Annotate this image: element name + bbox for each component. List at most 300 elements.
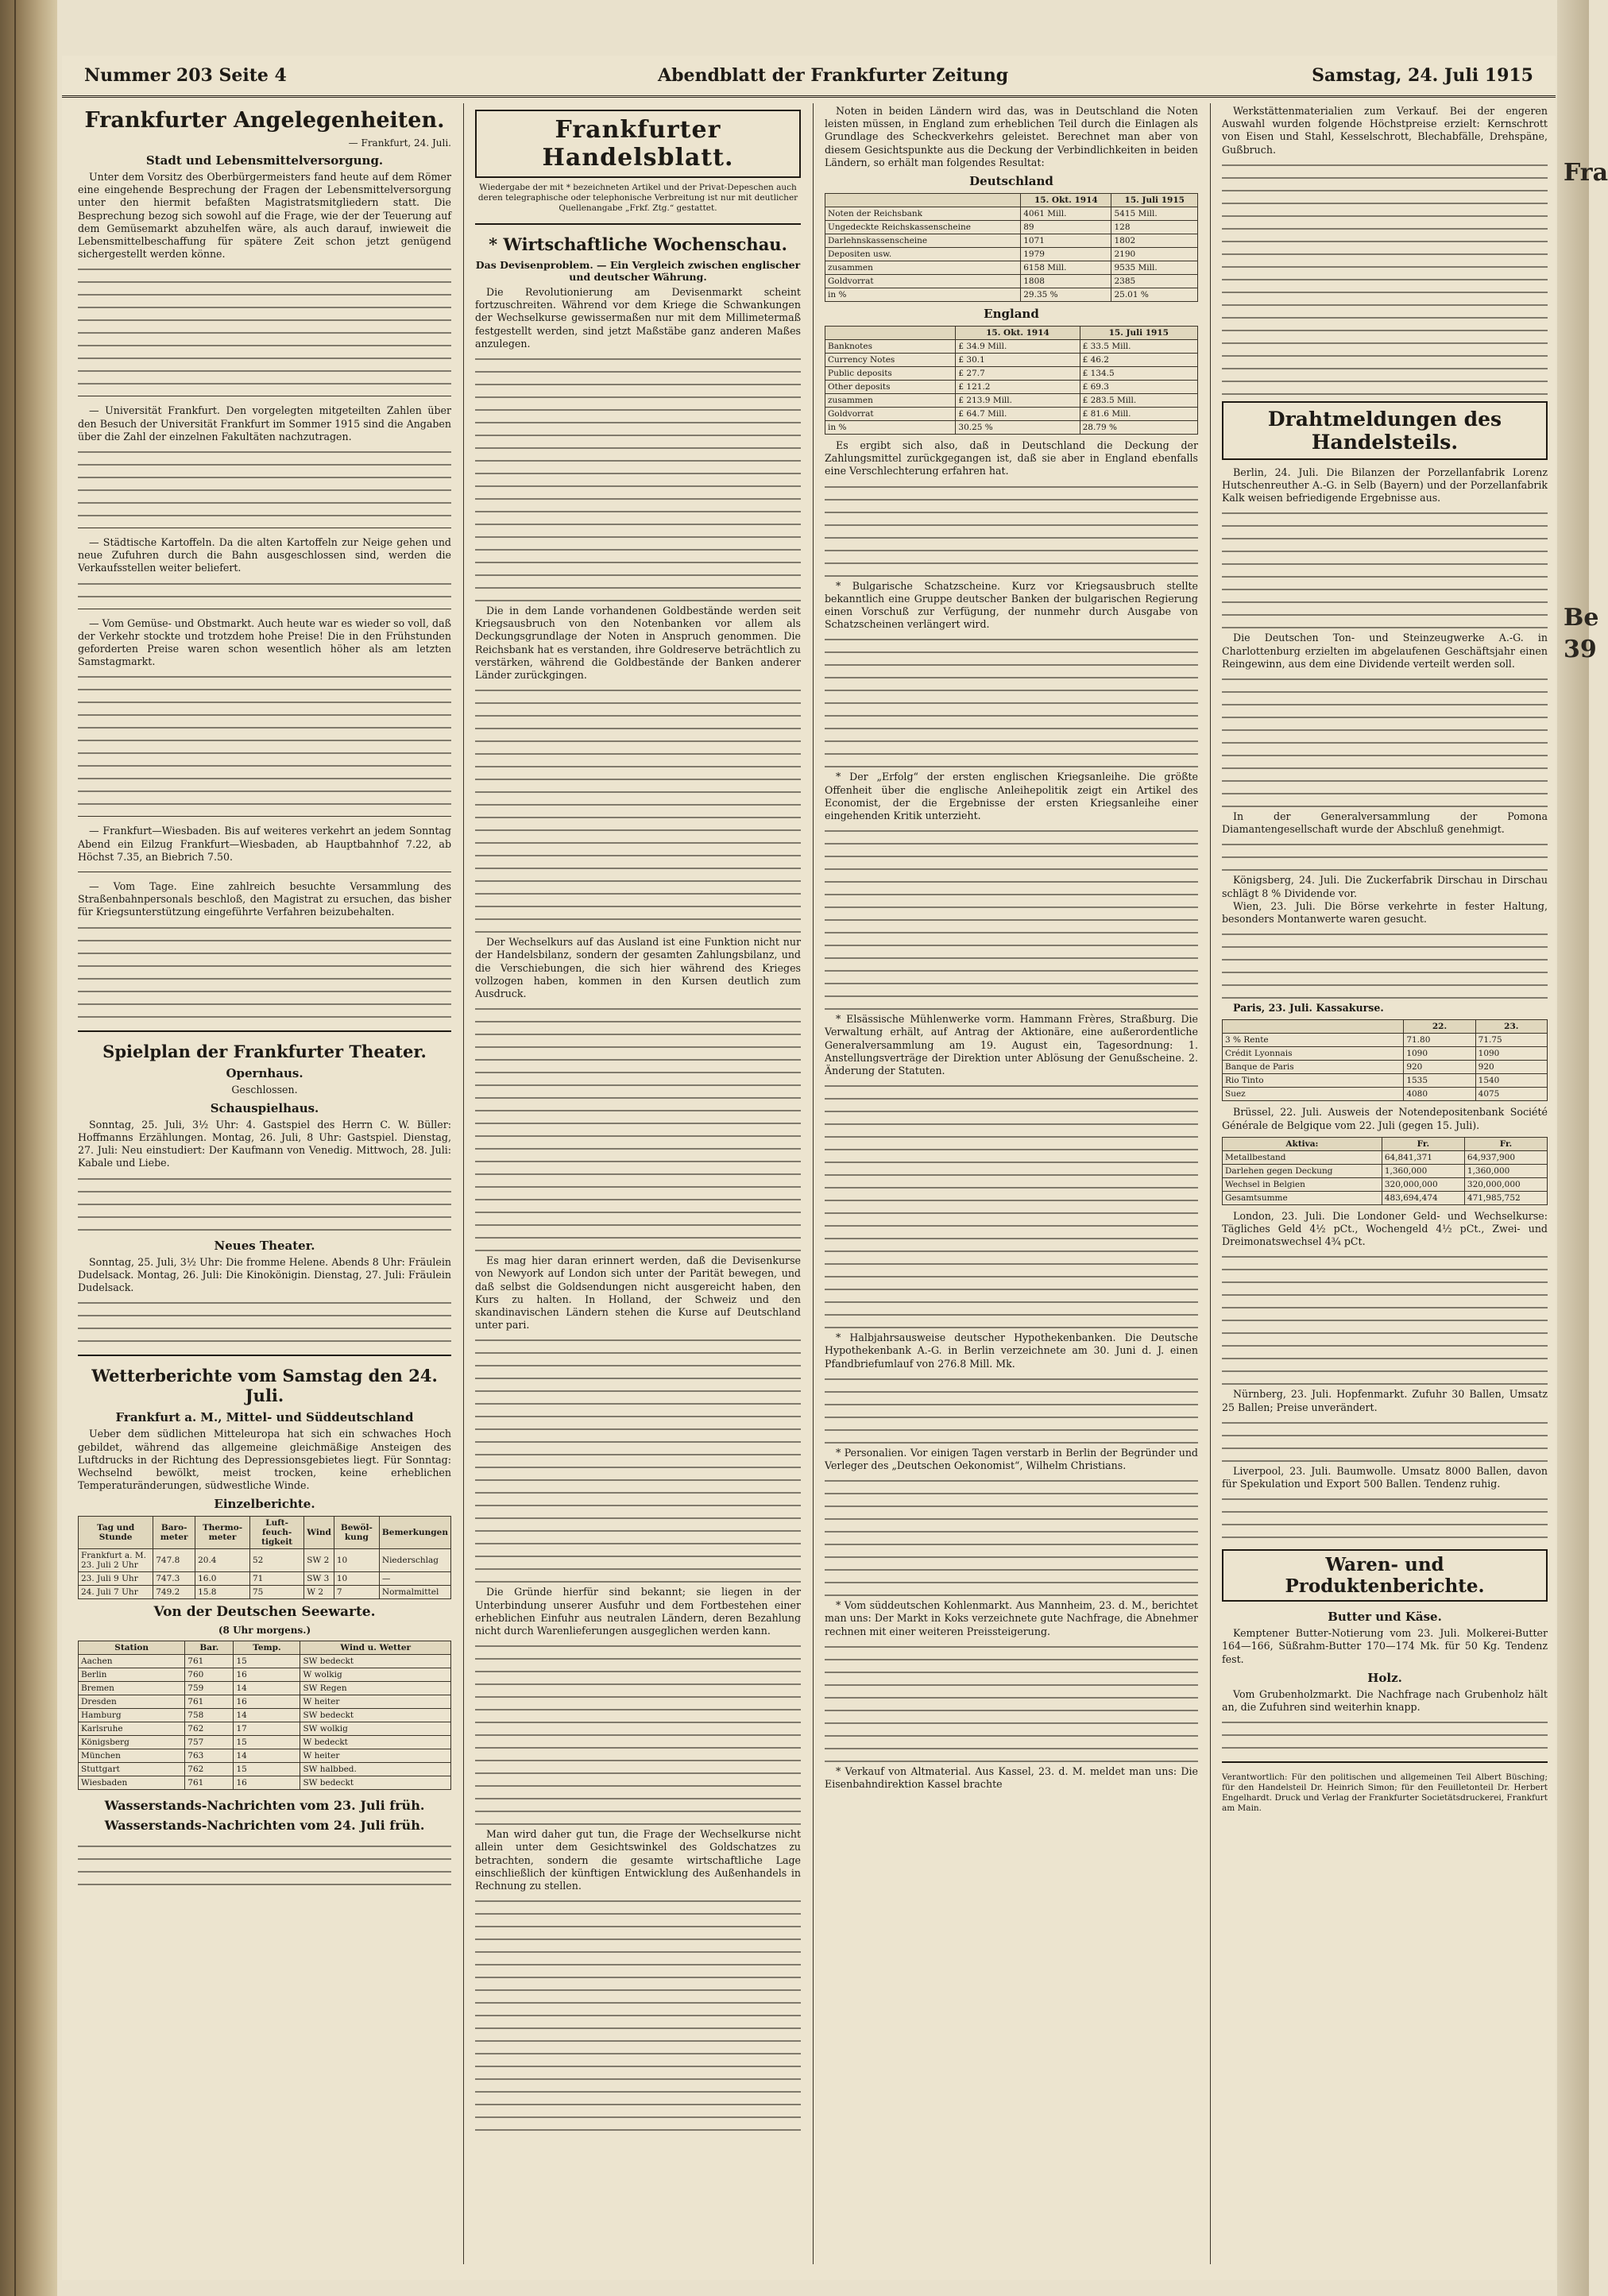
table-row bbox=[79, 1549, 451, 1572]
table-row bbox=[1223, 1177, 1548, 1191]
table-header: Wind bbox=[304, 1517, 334, 1549]
table-header: Station bbox=[79, 1641, 185, 1655]
table-cell: £ 46.2 bbox=[1080, 354, 1197, 367]
column-rule bbox=[1210, 103, 1211, 2264]
book-binding bbox=[0, 0, 57, 2296]
table-cell: Metallbestand bbox=[1223, 1150, 1382, 1164]
table-row bbox=[825, 340, 1198, 354]
table-cell: SW halbbed. bbox=[300, 1763, 451, 1776]
news-item: London, 23. Juli. Die Londoner Geld- und Wechselkurse: Tägliches Geld 4½ pCt., Wochengeld 4½ pCt., Zwei- und Dreimonatswechsel 4¾ pCt. bbox=[1222, 1209, 1548, 1248]
column-local-news bbox=[78, 105, 451, 2266]
table-header bbox=[825, 194, 1021, 207]
table-cell: 16 bbox=[234, 1695, 300, 1709]
text-block bbox=[1222, 504, 1548, 632]
text-block bbox=[475, 682, 801, 936]
table-row bbox=[825, 248, 1198, 261]
table-cell: zusammen bbox=[825, 261, 1021, 275]
news-item: Die Deutschen Ton- und Steinzeugwerke A.-G. in Charlottenburg erzielten im abgelaufenen Geschäftsjahr einen Reingewinn, aus dem eine Dividende verteilt werden soll. bbox=[1222, 632, 1548, 670]
table-cell: SW Regen bbox=[300, 1682, 451, 1695]
table-cell: 920 bbox=[1475, 1061, 1547, 1074]
table-row bbox=[79, 1682, 451, 1695]
article-paragraph: Unter dem Vorsitz des Oberbürgermeisters fand heute auf dem Römer eine eingehende Besprechung der Fragen der Lebensmittelversorgung unter den hiermit befaßten Magistratsmitgliedern statt. Die Besprechung bezog sich sowohl auf die Frage, wie der der Teuerung auf dem Gemüsemarkt abzuhelfen wäre, als auch darauf, inwieweit die Lebensmittelbeschaffung für spätere Zeit schon jetzt genügend sichergestellt werden könne. bbox=[78, 171, 451, 261]
table-row bbox=[79, 1586, 451, 1599]
draht-headline: Drahtmeldungen des Handelsteils. bbox=[1222, 401, 1548, 460]
table-cell: 14 bbox=[234, 1709, 300, 1722]
table-row bbox=[825, 207, 1198, 221]
table-cell: 6158 Mill. bbox=[1021, 261, 1111, 275]
table-cell: München bbox=[79, 1749, 185, 1763]
article-paragraph: — Vom Gemüse- und Obstmarkt. Auch heute war es wieder so voll, daß der Verkehr stockte und trotzdem hohe Preise! Die in den Frühstunden geforderten Preise waren schon wesentlich höher als am letzten Samstagmarkt. bbox=[78, 617, 451, 668]
table-row bbox=[79, 1572, 451, 1586]
seewarte-table bbox=[78, 1641, 451, 1790]
table-cell: 758 bbox=[185, 1709, 234, 1722]
table-row bbox=[79, 1722, 451, 1736]
table-cell: 761 bbox=[185, 1776, 234, 1790]
news-item: Königsberg, 24. Juli. Die Zuckerfabrik Dirschau in Dirschau schlägt 8 % Dividende vor. bbox=[1222, 874, 1548, 899]
table-row bbox=[1223, 1061, 1548, 1074]
table-header: Fr. bbox=[1382, 1137, 1464, 1150]
table-row bbox=[825, 354, 1198, 367]
issue-number: Nummer 203 Seite 4 bbox=[84, 65, 287, 86]
table-row bbox=[1223, 1074, 1548, 1088]
table-cell: 16 bbox=[234, 1668, 300, 1682]
table-row bbox=[79, 1709, 451, 1722]
table-title: England bbox=[984, 307, 1039, 322]
table-cell: £ 34.9 Mill. bbox=[956, 340, 1080, 354]
edge-letters: Be bbox=[1564, 604, 1599, 632]
table-cell: 64,841,371 bbox=[1382, 1150, 1464, 1164]
table-cell: 28.79 % bbox=[1080, 421, 1197, 435]
table-cell: 24. Juli 7 Uhr bbox=[79, 1586, 153, 1599]
table-cell: Stuttgart bbox=[79, 1763, 185, 1776]
table-cell: 1,360,000 bbox=[1464, 1164, 1547, 1177]
table-cell: in % bbox=[825, 288, 1021, 302]
table-cell: 15 bbox=[234, 1736, 300, 1749]
table-cell: 15 bbox=[234, 1763, 300, 1776]
article-paragraph: Die Gründe hierfür sind bekannt; sie liegen in der Unterbindung unserer Ausfuhr und dem Fortbestehen einer erheblichen Einfuhr aus neutralen Ländern, deren Bezahlung nicht durch Warenlieferungen ausgeglichen werden kann. bbox=[475, 1586, 801, 1637]
table-row bbox=[825, 367, 1198, 381]
theatre-headline: Spielplan der Frankfurter Theater. bbox=[102, 1041, 427, 1061]
table-header: Wind u. Wetter bbox=[300, 1641, 451, 1655]
germany-table bbox=[825, 193, 1198, 302]
theatre-house: Schauspielhaus. bbox=[210, 1100, 319, 1115]
table-cell: 757 bbox=[185, 1736, 234, 1749]
table-row bbox=[79, 1776, 451, 1790]
text-block bbox=[475, 1000, 801, 1254]
table-cell: 3 % Rente bbox=[1223, 1034, 1404, 1047]
text-block bbox=[78, 919, 451, 1021]
table-cell: 761 bbox=[185, 1655, 234, 1668]
column-rule bbox=[813, 103, 814, 2264]
table-header: Bewöl-kung bbox=[334, 1517, 379, 1549]
table-header: Temp. bbox=[234, 1641, 300, 1655]
table-header: Tag und Stunde bbox=[79, 1517, 153, 1549]
table-cell: W wolkig bbox=[300, 1668, 451, 1682]
article-subhead: Das Devisenproblem. — Ein Vergleich zwischen englischer und deutscher Währung. bbox=[475, 259, 801, 283]
table-cell: Wiesbaden bbox=[79, 1776, 185, 1790]
paper-title: Abendblatt der Frankfurter Zeitung bbox=[658, 65, 1009, 86]
news-item: Berlin, 24. Juli. Die Bilanzen der Porzellanfabrik Lorenz Hutschenreuther A.-G. in Selb (Bayern) und der Porzellanfabrik Kalk weisen befriedigende Ergebnisse aus. bbox=[1222, 466, 1548, 504]
article-paragraph: Werkstättenmaterialien zum Verkauf. Bei der engeren Auswahl wurden folgende Höchstpreise erzielt: Kernschrott von Eisen und Stahl, Kesselschrott, Blechabfälle, Drehspäne, Gußbruch. bbox=[1222, 105, 1548, 156]
article-subhead: Butter und Käse. bbox=[1328, 1610, 1442, 1625]
table-cell: 128 bbox=[1111, 221, 1198, 234]
table-row bbox=[79, 1655, 451, 1668]
table-cell: 15 bbox=[234, 1655, 300, 1668]
table-cell: 29.35 % bbox=[1021, 288, 1111, 302]
table-cell: £ 27.7 bbox=[956, 367, 1080, 381]
table-cell: 89 bbox=[1021, 221, 1111, 234]
table-header: Bar. bbox=[185, 1641, 234, 1655]
text-block bbox=[78, 1170, 451, 1234]
table-cell: Frankfurt a. M. 23. Juli 2 Uhr bbox=[79, 1549, 153, 1572]
table-cell: 20.4 bbox=[195, 1549, 250, 1572]
table-cell: 1071 bbox=[1021, 234, 1111, 248]
table-cell: W heiter bbox=[300, 1695, 451, 1709]
water-level-headline: Wasserstands-Nachrichten vom 23. Juli früh. bbox=[104, 1798, 425, 1814]
table-cell: 320,000,000 bbox=[1382, 1177, 1464, 1191]
text-block bbox=[1222, 157, 1548, 395]
table-cell: Darlehnskassenscheine bbox=[825, 234, 1021, 248]
table-header: Aktiva: bbox=[1223, 1137, 1382, 1150]
table-cell: Rio Tinto bbox=[1223, 1074, 1404, 1088]
table-cell: Depositen usw. bbox=[825, 248, 1021, 261]
table-row bbox=[825, 261, 1198, 275]
article-paragraph: Noten in beiden Ländern wird das, was in Deutschland die Noten leisten müssen, in England zum erheblichen Teil durch die Einlagen als Grundlage des Scheckverkehrs geleistet. Berechnet man aber von diesem Gesichtspunkte aus die Deckung der Verbindlichkeiten in beiden Ländern, so erhält man folgendes Resultat: bbox=[825, 105, 1198, 168]
table-cell: 75 bbox=[249, 1586, 303, 1599]
theatre-schedule: Sonntag, 25. Juli, 3½ Uhr: 4. Gastspiel des Herrn C. W. Büller: Hoffmanns Erzählungen. Montag, 26. Juli, 8 Uhr: Gastspiel. Dienstag, 27. Juli: Neu einstudiert: Der Kaufmann von Venedig. Mittwoch, 28. Juli: Kabale und Liebe. bbox=[78, 1118, 451, 1169]
table-cell: 9535 Mill. bbox=[1111, 261, 1198, 275]
text-block bbox=[825, 478, 1198, 580]
paris-table bbox=[1222, 1019, 1548, 1101]
table-cell: SW wolkig bbox=[300, 1722, 451, 1736]
newspaper-page bbox=[62, 56, 1556, 2280]
article-paragraph: * Personalien. Vor einigen Tagen verstarb in Berlin der Begründer und Verleger des „Deutschen Oekonomist“, Wilhelm Christians. bbox=[825, 1446, 1198, 1472]
table-cell: 762 bbox=[185, 1763, 234, 1776]
table-cell: Berlin bbox=[79, 1668, 185, 1682]
table-cell: SW bedeckt bbox=[300, 1776, 451, 1790]
table-header: Thermo-meter bbox=[195, 1517, 250, 1549]
text-block bbox=[825, 1638, 1198, 1765]
table-cell: Other deposits bbox=[825, 381, 956, 394]
table-cell: Ungedeckte Reichskassenscheine bbox=[825, 221, 1021, 234]
table-cell: Noten der Reichsbank bbox=[825, 207, 1021, 221]
table-cell: £ 121.2 bbox=[956, 381, 1080, 394]
table-cell: W heiter bbox=[300, 1749, 451, 1763]
table-cell: 7 bbox=[334, 1586, 379, 1599]
table-cell: 17 bbox=[234, 1722, 300, 1736]
text-block bbox=[825, 631, 1198, 771]
waren-headline: Waren- und Produktenberichte. bbox=[1222, 1549, 1548, 1602]
news-item: Kemptener Butter-Notierung vom 23. Juli. Molkerei-Butter 164—166, Süßrahm-Butter 170—174 Mk. für 50 Kg. Tendenz fest. bbox=[1222, 1627, 1548, 1665]
article-paragraph: * Halbjahrsausweise deutscher Hypothekenbanken. Die Deutsche Hypothekenbank A.-G. in Berlin verzeichnete am 30. Juni d. J. einen Pfandbriefumlauf von 276.8 Mill. Mk. bbox=[825, 1332, 1198, 1370]
table-cell: 1979 bbox=[1021, 248, 1111, 261]
table-header: 15. Okt. 1914 bbox=[1021, 194, 1111, 207]
table-cell: Niederschlag bbox=[379, 1549, 450, 1572]
table-cell: Königsberg bbox=[79, 1736, 185, 1749]
table-cell: Goldvorrat bbox=[825, 275, 1021, 288]
table-cell: W 2 bbox=[304, 1586, 334, 1599]
table-row bbox=[1223, 1088, 1548, 1101]
table-row bbox=[79, 1763, 451, 1776]
table-cell: 10 bbox=[334, 1549, 379, 1572]
table-cell: SW 3 bbox=[304, 1572, 334, 1586]
table-cell: 14 bbox=[234, 1682, 300, 1695]
table-cell: Karlsruhe bbox=[79, 1722, 185, 1736]
table-cell: Darlehen gegen Deckung bbox=[1223, 1164, 1382, 1177]
table-cell: 23. Juli 9 Uhr bbox=[79, 1572, 153, 1586]
table-row bbox=[825, 288, 1198, 302]
table-cell: 2190 bbox=[1111, 248, 1198, 261]
seewarte-subhead: (8 Uhr morgens.) bbox=[218, 1625, 311, 1637]
column-handelsblatt bbox=[475, 105, 801, 2266]
table-row bbox=[825, 421, 1198, 435]
news-item: Vom Grubenholzmarkt. Die Nachfrage nach Grubenholz hält an, die Zufuhren sind weiterhin knapp. bbox=[1222, 1687, 1548, 1714]
table-row bbox=[825, 408, 1198, 421]
table-cell: 1090 bbox=[1475, 1047, 1547, 1061]
table-cell: zusammen bbox=[825, 394, 956, 408]
table-cell: 16.0 bbox=[195, 1572, 250, 1586]
text-block bbox=[78, 261, 451, 388]
table-cell: 15.8 bbox=[195, 1586, 250, 1599]
table-cell: 52 bbox=[249, 1549, 303, 1572]
text-block bbox=[78, 668, 451, 808]
article-paragraph: * Elsässische Mühlenwerke vorm. Hammann Frères, Straßburg. Die Verwaltung erhält, auf Antrag der Aktionäre, eine außerordentliche Generalversammlung am 19. August ein, Tagesordnung: 1. Anstellungsverträge der Direktion unter Ablösung der Genußscheine. 2. Änderung der Statuten. bbox=[825, 1013, 1198, 1077]
table-cell: 1,360,000 bbox=[1382, 1164, 1464, 1177]
text-block bbox=[1222, 1414, 1548, 1465]
news-item: Wien, 23. Juli. Die Börse verkehrte in fester Haltung, besonders Montanwerte waren gesucht. bbox=[1222, 899, 1548, 926]
article-paragraph: Die in dem Lande vorhandenen Goldbestände werden seit Kriegsausbruch von den Notenbanken vor allem als Deckungsgrundlage der Noten in Anspruch genommen. Die Reichsbank hat es verstanden, ihre Goldreserve beträchtlich zu verstärken, während die Goldbestände der Banken anderer Länder zurückgingen. bbox=[475, 605, 801, 682]
table-cell: £ 33.5 Mill. bbox=[1080, 340, 1197, 354]
text-block bbox=[78, 1294, 451, 1345]
table-cell: £ 69.3 bbox=[1080, 381, 1197, 394]
table-cell: SW bedeckt bbox=[300, 1655, 451, 1668]
table-cell: W bedeckt bbox=[300, 1736, 451, 1749]
table-row bbox=[825, 221, 1198, 234]
article-paragraph: Die Revolutionierung am Devisenmarkt scheint fortzuschreiten. Während vor dem Kriege die Schwankungen der Wechselkurse gewissermaßen nur mit dem Millimetermaß festgestellt werden, sind jetzt Maßstäbe ganz anderen Maßes anzulegen. bbox=[475, 286, 801, 350]
weather-forecast: Ueber dem südlichen Mitteleuropa hat sich ein schwaches Hoch gebildet, während das allgemeine gleichmäßige Ansteigen des Luftdrucks in der Richtung des Depressionsgebietes liegt. Für Sonntag: Wechselnd bewölkt, meist trocken, keine erheblichen Temperaturänderungen, südwestliche Winde. bbox=[78, 1428, 451, 1492]
text-block bbox=[78, 443, 451, 520]
table-cell: Gesamtsumme bbox=[1223, 1191, 1382, 1204]
table-cell: Bremen bbox=[79, 1682, 185, 1695]
masthead bbox=[62, 56, 1556, 98]
table-cell: 71.80 bbox=[1404, 1034, 1475, 1047]
article-paragraph: Es mag hier daran erinnert werden, daß die Devisenkurse von Newyork auf London sich unter der Parität bewegen, und daß selbst die Goldsendungen nicht ausgereicht haben, den Kurs zu halten. In Holland, der Schweiz und den skandinavischen Ländern stehen die Kurse auf Deutschland unter pari. bbox=[475, 1254, 801, 1332]
table-cell: 4061 Mill. bbox=[1021, 207, 1111, 221]
handelsblatt-headline: Frankfurter Handelsblatt. bbox=[475, 110, 801, 178]
table-cell: Banque de Paris bbox=[1223, 1061, 1404, 1074]
table-cell: 1808 bbox=[1021, 275, 1111, 288]
table-cell: 749.2 bbox=[153, 1586, 195, 1599]
table-cell: 1802 bbox=[1111, 234, 1198, 248]
text-block bbox=[825, 1077, 1198, 1332]
table-cell: 762 bbox=[185, 1722, 234, 1736]
table-cell: Dresden bbox=[79, 1695, 185, 1709]
news-item: Liverpool, 23. Juli. Baumwolle. Umsatz 8000 Ballen, davon für Spekulation und Export 500 Ballen. Tendenz ruhig. bbox=[1222, 1464, 1548, 1490]
table-cell: £ 30.1 bbox=[956, 354, 1080, 367]
theatre-schedule: Geschlossen. bbox=[231, 1083, 298, 1096]
weather-table bbox=[78, 1516, 451, 1599]
table-header: Bemerkungen bbox=[379, 1517, 450, 1549]
table-row bbox=[79, 1695, 451, 1709]
table-row bbox=[1223, 1164, 1548, 1177]
table-row bbox=[1223, 1150, 1548, 1164]
england-table bbox=[825, 326, 1198, 435]
table-cell: £ 64.7 Mill. bbox=[956, 408, 1080, 421]
news-item: Brüssel, 22. Juli. Ausweis der Notendepositenbank Société Générale de Belgique vom 22. Juli (gegen 15. Juli). bbox=[1222, 1106, 1548, 1131]
article-paragraph: — Universität Frankfurt. Den vorgelegten mitgeteilten Zahlen über den Besuch der Universität Frankfurt im Sommer 1915 sind die Angaben über die Zahl der einzelnen Fakultäten nachzutragen. bbox=[78, 404, 451, 443]
table-row bbox=[1223, 1034, 1548, 1047]
text-block bbox=[78, 575, 451, 601]
table-cell: Public deposits bbox=[825, 367, 956, 381]
text-block bbox=[1222, 836, 1548, 874]
table-cell: 471,985,752 bbox=[1464, 1191, 1547, 1204]
table-header: 15. Juli 1915 bbox=[1111, 194, 1198, 207]
table-cell: 14 bbox=[234, 1749, 300, 1763]
table-row bbox=[79, 1668, 451, 1682]
article-paragraph: * Verkauf von Altmaterial. Aus Kassel, 23. d. M. meldet man uns: Die Eisenbahndirektion Kassel brachte bbox=[825, 1765, 1198, 1791]
table-title: Deutschland bbox=[969, 174, 1053, 189]
text-block bbox=[825, 1370, 1198, 1447]
column-currency bbox=[825, 105, 1198, 2266]
table-cell: Suez bbox=[1223, 1088, 1404, 1101]
table-cell: 1540 bbox=[1475, 1074, 1547, 1088]
text-block bbox=[825, 822, 1198, 1013]
table-cell: 920 bbox=[1404, 1061, 1475, 1074]
column-draht bbox=[1222, 105, 1548, 2266]
table-cell: 1090 bbox=[1404, 1047, 1475, 1061]
table-row bbox=[79, 1736, 451, 1749]
text-block bbox=[1222, 1248, 1548, 1388]
imprint: Verantwortlich: Für den politischen und allgemeinen Teil Albert Büsching; für den Handelsteil Dr. Heinrich Simon; für den Feuilletonteil Dr. Herbert Engelhardt. Druck und Verlag der Frankfurter Societätsdruckerei, Frankfurt am Main. bbox=[1222, 1772, 1548, 1814]
copyright-note: Wiedergabe der mit * bezeichneten Artikel und der Privat-Depeschen auch deren telegraphische oder telephonische Verbreitung ist nur mit deutlicher Quellenangabe „Frkf. Ztg.“ gestattet. bbox=[477, 183, 798, 213]
column-rule bbox=[463, 103, 464, 2264]
table-cell: Crédit Lyonnais bbox=[1223, 1047, 1404, 1061]
table-header: Fr. bbox=[1464, 1137, 1547, 1150]
text-block bbox=[825, 1472, 1198, 1599]
table-cell: 30.25 % bbox=[956, 421, 1080, 435]
table-cell: 483,694,474 bbox=[1382, 1191, 1464, 1204]
brussels-table bbox=[1222, 1137, 1548, 1205]
table-cell: Hamburg bbox=[79, 1709, 185, 1722]
article-subhead: Holz. bbox=[1367, 1670, 1402, 1685]
article-paragraph: Man wird daher gut tun, die Frage der Wechselkurse nicht allein unter dem Gesichtswinkel des Goldschatzes zu betrachten, sondern die gesamte wirtschaftliche Lage einschließlich der künftigen Entwicklung des Außenhandels in Rechnung zu stellen. bbox=[475, 1828, 801, 1892]
table-header: 23. bbox=[1475, 1020, 1547, 1034]
table-cell: 16 bbox=[234, 1776, 300, 1790]
table-cell: 760 bbox=[185, 1668, 234, 1682]
table-cell: Wechsel in Belgien bbox=[1223, 1177, 1382, 1191]
table-cell: £ 283.5 Mill. bbox=[1080, 394, 1197, 408]
table-cell: 747.8 bbox=[153, 1549, 195, 1572]
text-block bbox=[1222, 671, 1548, 810]
table-cell: 747.3 bbox=[153, 1572, 195, 1586]
text-block bbox=[1222, 1714, 1548, 1752]
table-cell: £ 213.9 Mill. bbox=[956, 394, 1080, 408]
dateline: — Frankfurt, 24. Juli. bbox=[348, 137, 451, 149]
table-cell: 71 bbox=[249, 1572, 303, 1586]
edge-letters: 39 bbox=[1564, 636, 1597, 663]
table-row bbox=[1223, 1047, 1548, 1061]
table-cell: 759 bbox=[185, 1682, 234, 1695]
table-row bbox=[1223, 1191, 1548, 1204]
section-headline: Frankfurter Angelegenheiten. bbox=[84, 108, 445, 133]
next-page-edge bbox=[1557, 0, 1608, 2296]
table-cell: 761 bbox=[185, 1695, 234, 1709]
table-cell: 4075 bbox=[1475, 1088, 1547, 1101]
article-paragraph: * Vom süddeutschen Kohlenmarkt. Aus Mannheim, 23. d. M., berichtet man uns: Der Markt in Koks verzeichnete gute Nachfrage, die Abnehmer rechnen mit einer weiteren Preissteigerung. bbox=[825, 1599, 1198, 1637]
einzel-title: Einzelberichte. bbox=[214, 1497, 315, 1512]
table-cell: 320,000,000 bbox=[1464, 1177, 1547, 1191]
table-header bbox=[825, 327, 956, 340]
table-cell: Banknotes bbox=[825, 340, 956, 354]
text-block bbox=[1222, 1490, 1548, 1541]
article-paragraph: — Vom Tage. Eine zahlreich besuchte Versammlung des Straßenbahnpersonals beschloß, den Magistrat zu ersuchen, das bisher für Kriegsunterstützung eingeführte Verfahren beizubehalten. bbox=[78, 880, 451, 918]
table-cell: 2385 bbox=[1111, 275, 1198, 288]
table-row bbox=[825, 234, 1198, 248]
table-cell: — bbox=[379, 1572, 450, 1586]
table-cell: £ 134.5 bbox=[1080, 367, 1197, 381]
table-header: 15. Okt. 1914 bbox=[956, 327, 1080, 340]
table-cell: Currency Notes bbox=[825, 354, 956, 367]
table-cell: 71.75 bbox=[1475, 1034, 1547, 1047]
article-paragraph: — Städtische Kartoffeln. Da die alten Kartoffeln zur Neige gehen und neue Zufuhren durch die Bahn ausgeschlossen sind, werden die Verkaufsstellen weiter beliefert. bbox=[78, 536, 451, 574]
table-header: 22. bbox=[1404, 1020, 1475, 1034]
table-cell: 10 bbox=[334, 1572, 379, 1586]
text-block bbox=[475, 1332, 801, 1586]
table-row bbox=[825, 275, 1198, 288]
seewarte-headline: Von der Deutschen Seewarte. bbox=[153, 1604, 376, 1621]
table-header: Baro-meter bbox=[153, 1517, 195, 1549]
text-block bbox=[475, 1637, 801, 1828]
edge-letters: Fra bbox=[1564, 159, 1608, 187]
theatre-house: Neues Theater. bbox=[214, 1238, 315, 1253]
theatre-house: Opernhaus. bbox=[226, 1065, 303, 1080]
article-paragraph: * Der „Erfolg“ der ersten englischen Kriegsanleihe. Die größte Offenheit über die englische Anleihepolitik zeigt ein Artikel des Economist, der die Ergebnisse der ersten Kriegsanleihe einer eingehenden Kritik unterzieht. bbox=[825, 771, 1198, 822]
table-cell: 1535 bbox=[1404, 1074, 1475, 1088]
table-cell: 4080 bbox=[1404, 1088, 1475, 1101]
water-level-headline: Wasserstands-Nachrichten vom 24. Juli früh. bbox=[104, 1818, 425, 1834]
table-row bbox=[825, 381, 1198, 394]
table-row bbox=[825, 394, 1198, 408]
article-paragraph: Es ergibt sich also, daß in Deutschland die Deckung der Zahlungsmittel zurückgegangen ist, daß sie aber in England ebenfalls eine Verschlechterung erfahren hat. bbox=[825, 439, 1198, 477]
article-subhead: Stadt und Lebensmittelversorgung. bbox=[145, 153, 384, 168]
table-header: 15. Juli 1915 bbox=[1080, 327, 1197, 340]
table-cell: Aachen bbox=[79, 1655, 185, 1668]
table-cell: Goldvorrat bbox=[825, 408, 956, 421]
article-paragraph: Der Wechselkurs auf das Ausland ist eine Funktion nicht nur der Handelsbilanz, sondern der gesamten Zahlungsbilanz, und die Verschiebungen, die sich hier während des Krieges vollzogen haben, kommen in den Kursen deutlich zum Ausdruck. bbox=[475, 936, 801, 1000]
table-cell: Normalmittel bbox=[379, 1586, 450, 1599]
news-item: In der Generalversammlung der Pomona Diamantengesellschaft wurde der Abschluß genehmigt. bbox=[1222, 810, 1548, 836]
theatre-schedule: Sonntag, 25. Juli, 3½ Uhr: Die fromme Helene. Abends 8 Uhr: Fräulein Dudelsack. Montag, 26. Juli: Die Kinokönigin. Dienstag, 27. Juli: Fräulein Dudelsack. bbox=[78, 1255, 451, 1294]
article-paragraph: * Bulgarische Schatzscheine. Kurz vor Kriegsausbruch stellte bekanntlich eine Gruppe deutscher Banken der bulgarischen Regierung einen Vorschuß zur Verfügung, der nunmehr durch Ausgabe von Schatzscheinen verlängert wird. bbox=[825, 579, 1198, 631]
article-paragraph: — Frankfurt—Wiesbaden. Bis auf weiteres verkehrt an jedem Sonntag Abend ein Eilzug Frankfurt—Wiesbaden, ab Hauptbahnhof 7.22, ab Höchst 7.35, an Biebrich 7.50. bbox=[78, 825, 451, 863]
table-header bbox=[1223, 1020, 1404, 1034]
table-cell: £ 81.6 Mill. bbox=[1080, 408, 1197, 421]
news-item: Paris, 23. Juli. Kassakurse. bbox=[1233, 1002, 1384, 1015]
weather-headline: Wetterberichte vom Samstag den 24. Juli. bbox=[91, 1366, 438, 1406]
table-cell: 25.01 % bbox=[1111, 288, 1198, 302]
issue-date: Samstag, 24. Juli 1915 bbox=[1312, 65, 1533, 86]
table-cell: SW 2 bbox=[304, 1549, 334, 1572]
wochenschau-headline: * Wirtschaftliche Wochenschau. bbox=[489, 234, 787, 254]
text-block bbox=[475, 1892, 801, 2131]
weather-subhead: Frankfurt a. M., Mittel- und Süddeutschland bbox=[115, 1410, 414, 1425]
table-cell: SW bedeckt bbox=[300, 1709, 451, 1722]
table-row bbox=[79, 1749, 451, 1763]
text-block bbox=[475, 350, 801, 605]
news-item: Nürnberg, 23. Juli. Hopfenmarkt. Zufuhr 30 Ballen, Umsatz 25 Ballen; Preise unverändert. bbox=[1222, 1388, 1548, 1413]
table-cell: 763 bbox=[185, 1749, 234, 1763]
text-block bbox=[1222, 926, 1548, 1002]
